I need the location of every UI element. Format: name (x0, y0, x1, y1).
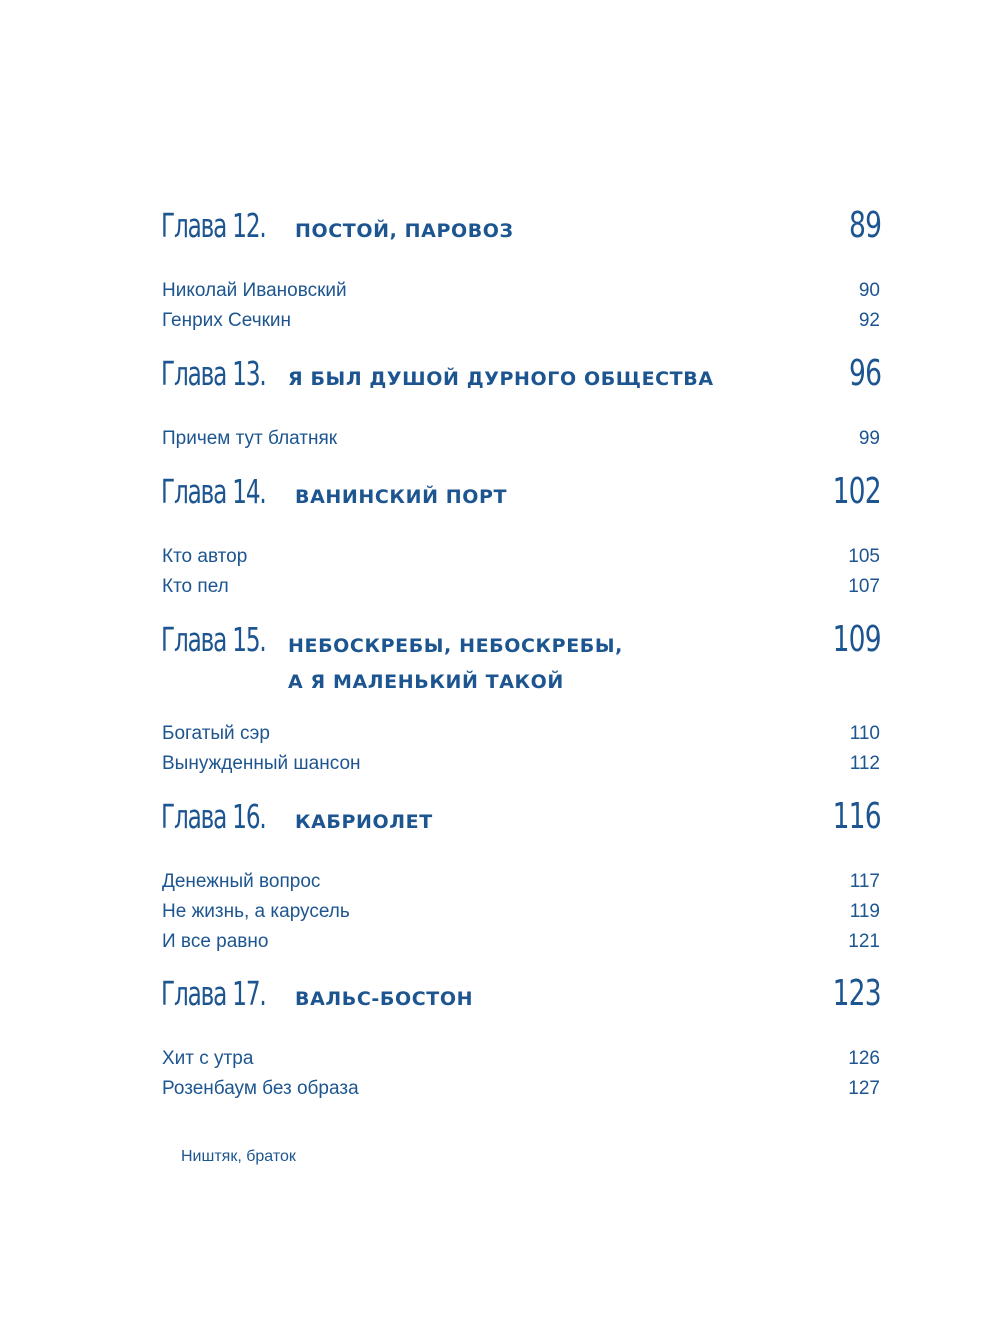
chapter-page-number: 89 (848, 205, 881, 246)
toc-entry (161, 867, 881, 897)
toc-entry (161, 1044, 881, 1074)
entry-page-number: 117 (849, 871, 880, 892)
chapter-page-number: 123 (832, 973, 881, 1014)
chapter-title: НЕБОСКРЕБЫ, НЕБОСКРЕБЫ, А Я МАЛЕНЬКИЙ ТАКОЙ (288, 635, 623, 693)
entry-page-number: 92 (858, 310, 880, 331)
toc-entry (161, 542, 881, 572)
entry-title: Причем тут блатняк (162, 428, 338, 449)
chapter-label: Глава 16. (161, 797, 266, 836)
entry-page-number: 127 (848, 1078, 880, 1099)
entry-title: И все равно (162, 931, 269, 952)
entry-title: Хит с утра (162, 1048, 254, 1069)
entry-page-number: 126 (848, 1048, 880, 1069)
entry-title: Богатый сэр (162, 723, 270, 744)
chapter-title: ВАНИНСКИЙ ПОРТ (295, 486, 508, 508)
toc-entry (161, 1074, 881, 1104)
toc-entry (161, 276, 881, 306)
chapter-page-number: 109 (832, 619, 881, 660)
entry-title: Николай Ивановский (162, 280, 347, 301)
entry-page-number: 110 (849, 723, 880, 744)
chapter-label: Глава 17. (161, 974, 266, 1013)
entry-page-number: 112 (849, 753, 880, 774)
chapter-title: ВАЛЬС-БОСТОН (295, 988, 474, 1010)
chapter-title: ПОСТОЙ, ПАРОВОЗ (295, 220, 514, 242)
chapter-label: Глава 13. (161, 354, 266, 393)
entry-title: Кто автор (162, 546, 248, 567)
entry-page-number: 90 (858, 280, 880, 301)
entry-title: Розенбаум без образа (162, 1078, 359, 1099)
toc-entry (161, 719, 881, 749)
entry-title: Денежный вопрос (162, 871, 321, 892)
entry-title: Генрих Сечкин (162, 310, 292, 331)
table-of-contents (161, 0, 881, 1317)
entry-page-number: 107 (848, 576, 880, 597)
chapter-title: Я БЫЛ ДУШОЙ ДУРНОГО ОБЩЕСТВА (288, 368, 714, 390)
toc-entry (161, 306, 881, 336)
entry-title: Кто пел (162, 576, 229, 597)
entry-title: Вынужденный шансон (162, 753, 361, 774)
chapter-label: Глава 14. (161, 472, 266, 511)
chapter-page-number: 102 (832, 471, 881, 512)
entry-page-number: 119 (849, 901, 880, 922)
chapter-title: КАБРИОЛЕТ (295, 811, 433, 833)
chapter-label: Глава 12. (161, 206, 266, 245)
entry-title: Не жизнь, а карусель (162, 901, 350, 922)
chapter-label: Глава 15. (161, 620, 266, 659)
entry-page-number: 121 (848, 931, 880, 952)
toc-entry (161, 897, 881, 927)
chapter-page-number: 116 (832, 796, 881, 837)
entry-page-number: 99 (858, 428, 880, 449)
toc-entry (161, 927, 881, 957)
toc-entry (161, 424, 881, 454)
running-title: Ништяк, браток (181, 1148, 296, 1165)
toc-entry (161, 749, 881, 779)
entry-page-number: 105 (848, 546, 880, 567)
chapter-page-number: 96 (848, 353, 881, 394)
toc-entry (161, 572, 881, 602)
